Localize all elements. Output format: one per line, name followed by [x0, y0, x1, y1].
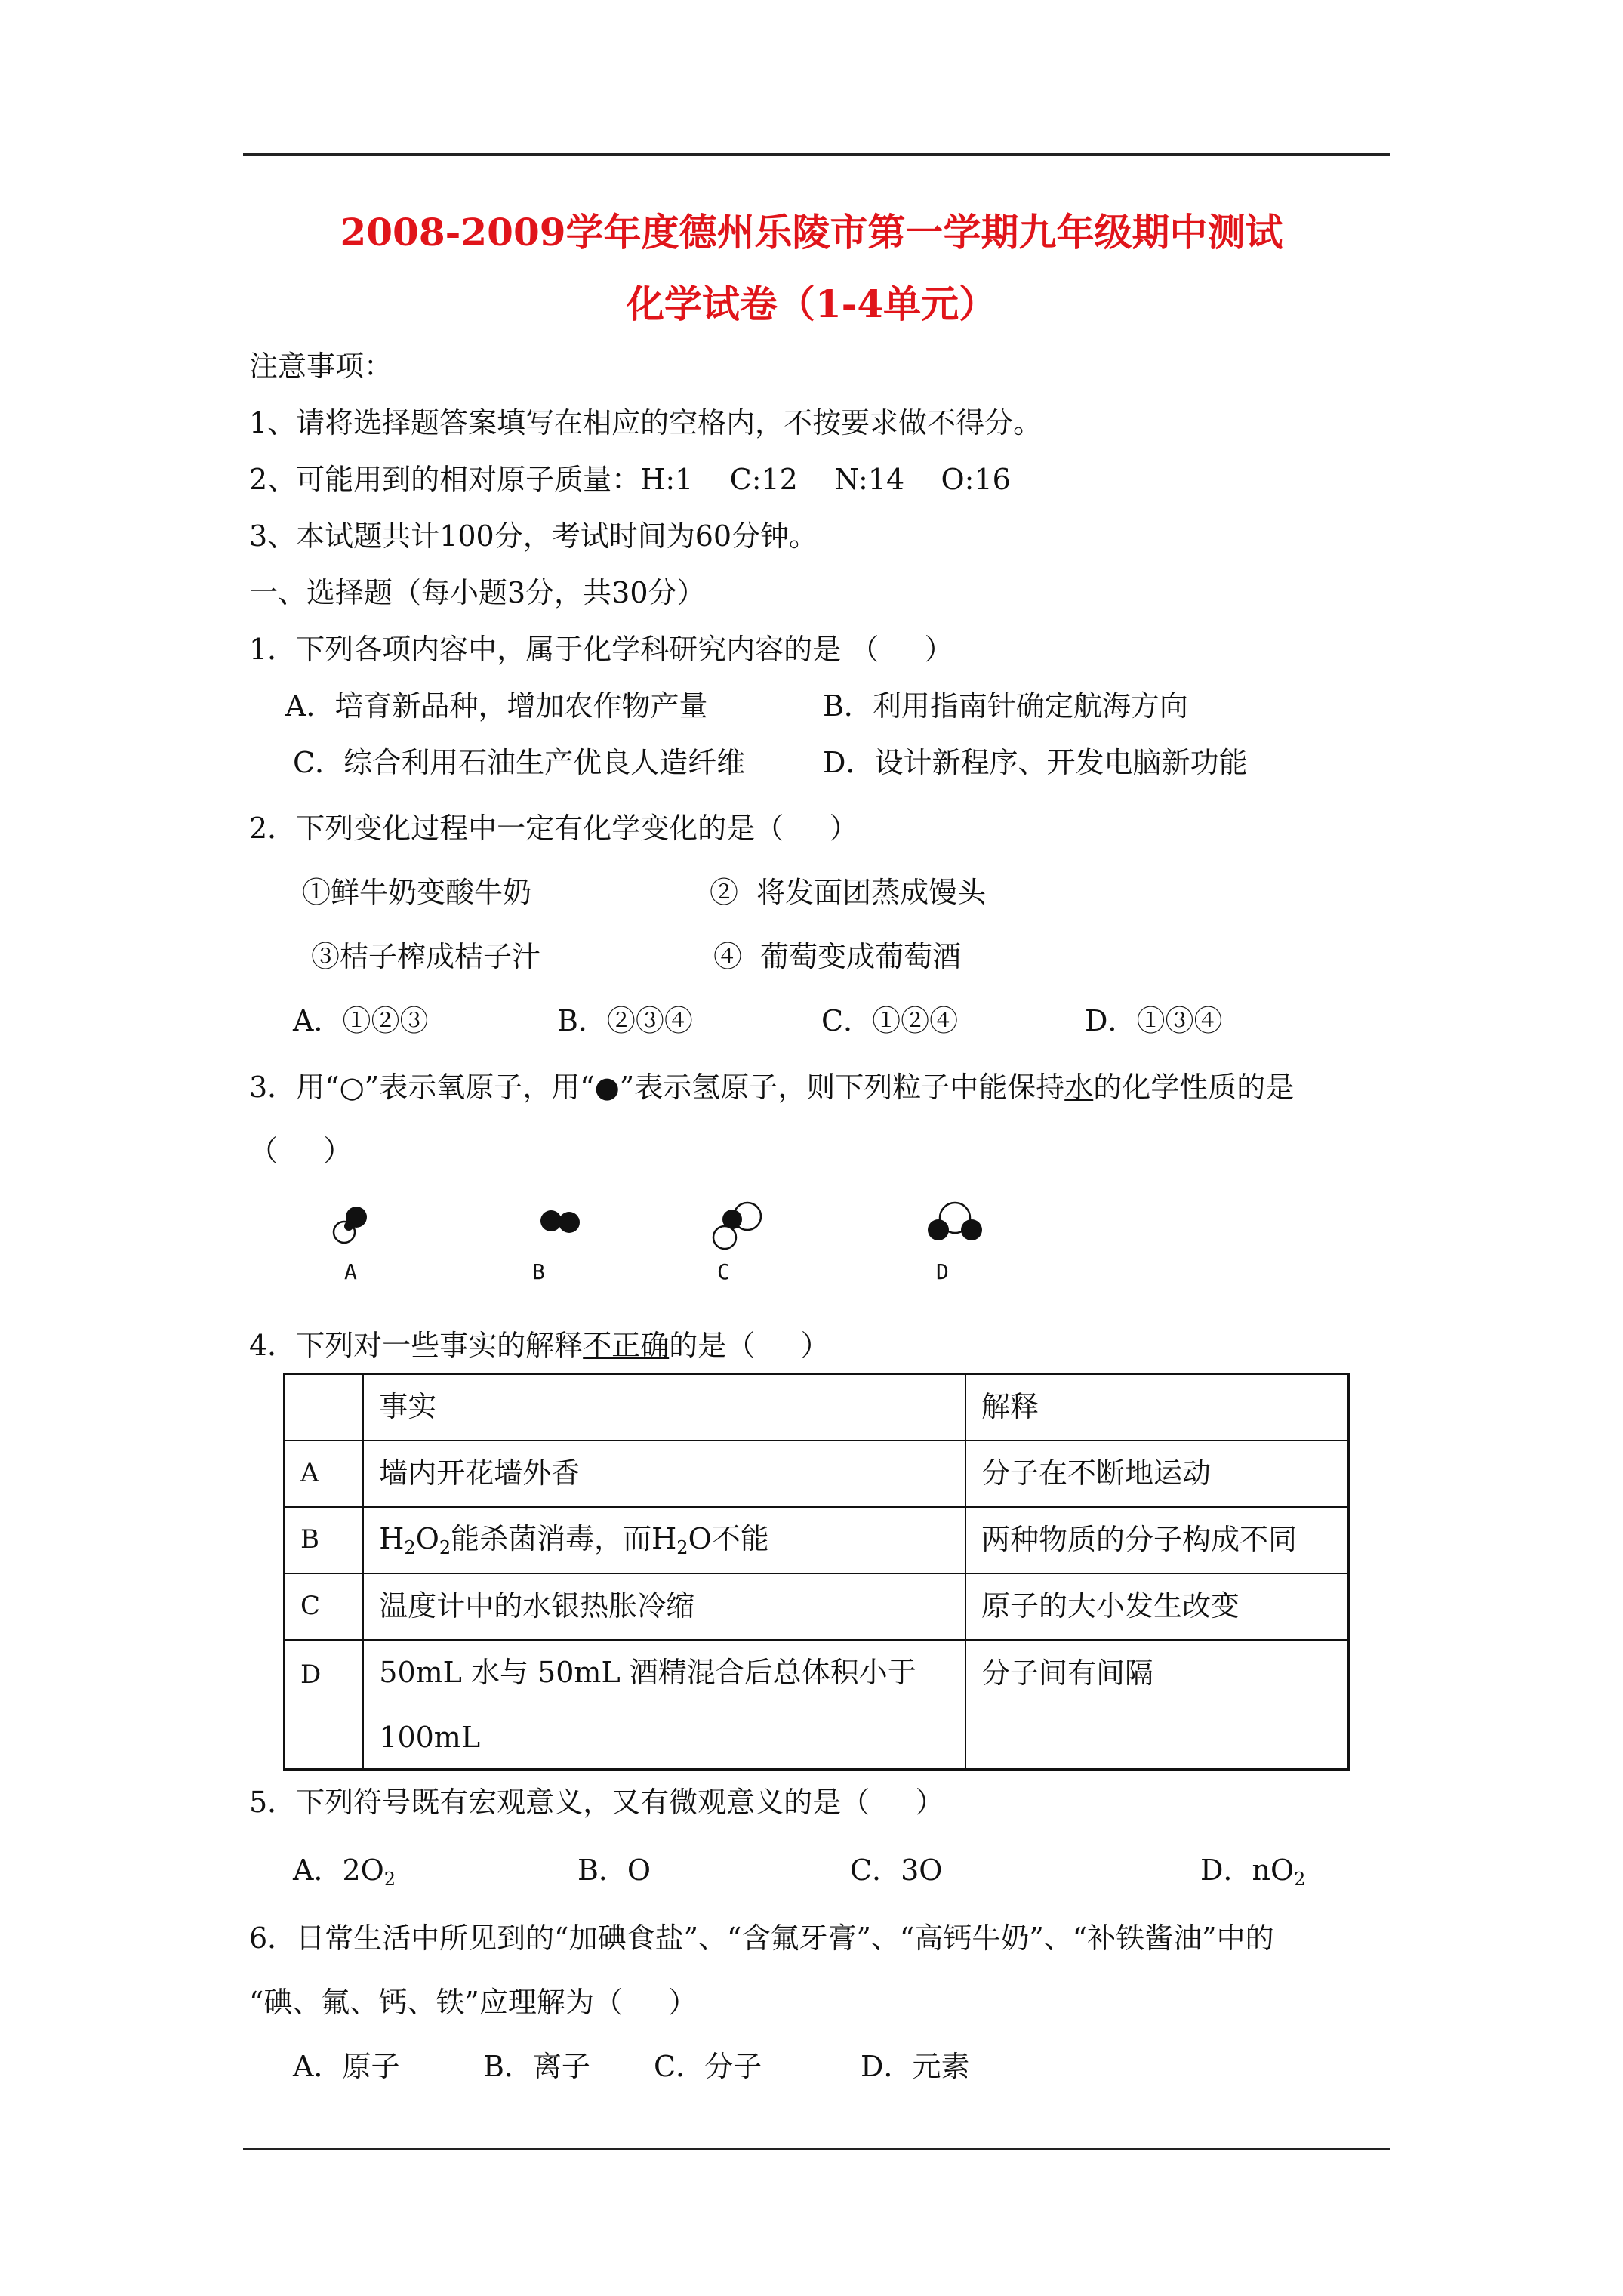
option-text: A．2O — [293, 1854, 384, 1887]
q2-option-b: B．②③④ — [557, 1004, 693, 1037]
fact-line-2: 100mL — [379, 1720, 481, 1754]
molecule-label-c: C — [717, 1259, 730, 1284]
q6-option-a: A．原子 — [293, 2050, 400, 2083]
fact-text: 能杀菌消毒，而H — [451, 1521, 677, 1555]
subscript: 2 — [1294, 1869, 1306, 1890]
q2-item-1: ①鲜牛奶变酸牛奶 — [302, 876, 532, 909]
fact-text: O — [415, 1521, 439, 1555]
q2-option-a: A．①②③ — [293, 1004, 429, 1037]
q5-option-c: C．3O — [850, 1854, 943, 1887]
q5-option-b: B．O — [577, 1854, 651, 1887]
q2-option-c: C．①②④ — [821, 1004, 959, 1037]
note-3: 3、本试题共计100分，考试时间为60分钟。 — [249, 519, 818, 553]
q2-item-4: ④ 葡萄变成葡萄酒 — [713, 940, 962, 973]
q6-stem-line-1: 6．日常生活中所见到的“加碘食盐”、“含氟牙膏”、“高钙牛奶”、“补铁酱油”中的 — [249, 1922, 1274, 1955]
molecule-c-oxygen-atom-2 — [713, 1226, 736, 1249]
row-key: D — [285, 1640, 364, 1770]
q1-option-c: C．综合利用石油生产优良人造纤维 — [293, 746, 746, 779]
molecule-b-hydrogen-atom-2 — [559, 1212, 580, 1233]
molecule-d-hydrogen-atom-1 — [928, 1219, 949, 1240]
table-row — [285, 1640, 1349, 1770]
q2-stem: 2．下列变化过程中一定有化学变化的是（ ） — [249, 812, 858, 845]
molecule-a-hydrogen-atom-2 — [344, 1222, 353, 1231]
subscript: 2 — [383, 1869, 396, 1890]
subscript: 2 — [439, 1536, 451, 1558]
subscript: 2 — [676, 1536, 688, 1558]
row-explanation: 两种物质的分子构成不同 — [965, 1507, 1348, 1573]
q5-stem: 5．下列符号既有宏观意义，又有微观意义的是（ ） — [249, 1786, 944, 1819]
q5-option-a — [293, 1854, 396, 1891]
q2-option-d: D．①③④ — [1085, 1004, 1223, 1037]
fact-text: H — [379, 1521, 405, 1555]
top-rule — [243, 153, 1390, 156]
row-explanation: 原子的大小发生改变 — [965, 1573, 1348, 1640]
q6-option-d: D．元素 — [861, 2050, 970, 2083]
note-2: 2、可能用到的相对原子质量：H:1 C:12 N:14 O:16 — [249, 463, 1011, 496]
note-1: 1、请将选择题答案填写在相应的空格内，不按要求做不得分。 — [249, 406, 1042, 439]
exam-title: 2008-2009学年度德州乐陵市第一学期九年级期中测试 — [340, 210, 1283, 254]
q4-table — [283, 1373, 1350, 1771]
molecule-d-hydrogen-atom-2 — [961, 1219, 982, 1240]
q3-stem-underlined: 水 — [1064, 1071, 1094, 1104]
option-text: D．nO — [1200, 1854, 1295, 1887]
q5-option-d — [1200, 1854, 1305, 1891]
molecule-c — [702, 1197, 770, 1257]
table-row — [285, 1441, 1349, 1507]
q1-stem: 1．下列各项内容中，属于化学科研究内容的是 （ ） — [249, 633, 953, 666]
q3-answer-paren: （ ） — [249, 1134, 353, 1167]
table-header-key — [285, 1374, 364, 1441]
q4-stem-after: 的是（ ） — [669, 1329, 830, 1362]
q3-stem-after: 的化学性质的是 — [1093, 1071, 1295, 1104]
q1-option-a: A．培育新品种，增加农作物产量 — [285, 689, 708, 723]
q4-stem — [249, 1329, 830, 1364]
row-explanation: 分子间有间隔 — [965, 1640, 1348, 1770]
table-header-row — [285, 1374, 1349, 1441]
table-row — [285, 1573, 1349, 1640]
molecule-b-hydrogen-atom-1 — [540, 1210, 562, 1231]
table-header-fact: 事实 — [363, 1374, 965, 1441]
exam-subtitle: 化学试卷（1-4单元） — [626, 282, 997, 326]
section-heading: 一、选择题（每小题3分，共30分） — [249, 576, 706, 609]
row-fact — [363, 1507, 965, 1573]
q1-option-b: B．利用指南针确定航海方向 — [823, 689, 1188, 723]
row-key: A — [285, 1441, 364, 1507]
row-explanation: 分子在不断地运动 — [965, 1441, 1348, 1507]
q4-stem-underlined: 不正确 — [583, 1329, 670, 1362]
molecule-d — [917, 1197, 993, 1250]
q6-stem-line-2: “碘、氟、钙、铁”应理解为（ ） — [249, 1986, 698, 2019]
q2-item-3: ③桔子榨成桔子汁 — [311, 940, 541, 973]
molecule-a — [323, 1200, 383, 1253]
subscript: 2 — [404, 1536, 416, 1558]
table-row — [285, 1507, 1349, 1573]
row-fact: 温度计中的水银热胀冷缩 — [363, 1573, 965, 1640]
row-key: B — [285, 1507, 364, 1573]
molecule-label-d: D — [936, 1259, 949, 1284]
table-header-explanation: 解释 — [965, 1374, 1348, 1441]
row-fact — [363, 1640, 965, 1770]
q6-option-b: B．离子 — [483, 2050, 590, 2083]
molecule-b — [533, 1204, 593, 1242]
q4-stem-before: 4．下列对一些事实的解释 — [249, 1329, 584, 1362]
q3-stem — [249, 1071, 1294, 1105]
notes-heading: 注意事项： — [249, 350, 393, 383]
row-key: C — [285, 1573, 364, 1640]
q1-option-d: D．设计新程序、开发电脑新功能 — [823, 746, 1248, 779]
fact-text: O不能 — [688, 1521, 769, 1555]
row-fact: 墙内开花墙外香 — [363, 1441, 965, 1507]
molecule-label-b: B — [532, 1259, 545, 1284]
q3-stem-before: 3．用“○”表示氧原子，用“●”表示氢原子，则下列粒子中能保持 — [249, 1071, 1065, 1104]
bottom-rule — [243, 2148, 1390, 2150]
fact-line-1: 50mL 水与 50mL 酒精混合后总体积小于 — [379, 1655, 916, 1689]
molecule-label-a: A — [344, 1259, 357, 1284]
q2-item-2: ② 将发面团蒸成馒头 — [710, 876, 987, 909]
q6-option-c: C．分子 — [654, 2050, 762, 2083]
